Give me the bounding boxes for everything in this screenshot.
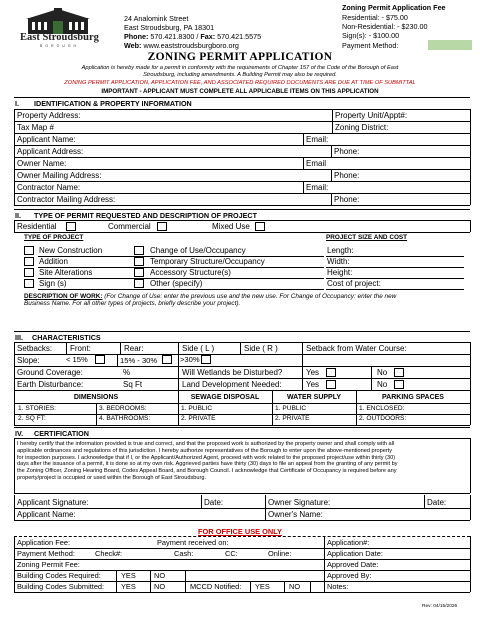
ground-coverage-label: Ground Coverage: <box>17 368 83 377</box>
application-number-label: Application#: <box>327 538 370 547</box>
tax-map-label: Tax Map # <box>17 123 54 132</box>
width-label: Width: <box>327 257 350 266</box>
owner-date-label: Date: <box>427 498 447 507</box>
bedrooms-label: 3. BEDROOMS: <box>99 405 147 412</box>
residential-label: Residential <box>17 222 57 231</box>
owner-phone-label: Phone: <box>334 171 360 180</box>
owner-signature-label: Owner Signature: <box>268 498 331 507</box>
wetlands-no-checkbox[interactable] <box>394 368 404 377</box>
wetlands-yes-label: Yes <box>306 368 320 377</box>
contractor-phone-label: Phone: <box>334 195 360 204</box>
addition-checkbox[interactable] <box>24 257 34 266</box>
parking-outdoors-label: 2. OUTDOORS: <box>359 415 407 422</box>
slope-15-30-checkbox[interactable] <box>162 355 172 364</box>
project-size-header: PROJECT SIZE AND COST <box>326 234 408 241</box>
contractor-mailing-label: Contractor Mailing Address: <box>17 195 116 204</box>
section-4-num: IV. <box>15 429 24 438</box>
land-dev-yes-checkbox[interactable] <box>326 380 336 389</box>
new-construction-label: New Construction <box>39 246 103 255</box>
section-1-num: I. <box>15 99 19 108</box>
slope-option-1: < 15% <box>66 355 88 364</box>
stories-label: 1. STORIES: <box>18 405 56 412</box>
fee-box <box>340 2 474 50</box>
section-2-title: TYPE OF PERMIT REQUESTED AND DESCRIPTION OF PROJECT <box>34 211 257 220</box>
temp-structure-label: Temporary Structure/Occupancy <box>150 257 265 266</box>
owner-name-label: Owner Name: <box>17 159 67 168</box>
bc-submitted-no[interactable]: NO <box>154 582 166 591</box>
new-construction-checkbox[interactable] <box>24 246 34 255</box>
fee-title: Zoning Permit Application Fee <box>342 3 446 12</box>
water-setback-label: Setback from Water Course: <box>306 344 407 353</box>
land-dev-label: Land Development Needed: <box>182 380 282 389</box>
slope-label: Slope: <box>17 356 40 365</box>
logo-subtext: BOROUGH <box>40 44 80 48</box>
slope-over-30-checkbox[interactable] <box>201 355 211 364</box>
description-of-work-field[interactable] <box>24 309 464 329</box>
parking-header: PARKING SPACES <box>382 394 444 401</box>
section-4-title: CERTIFICATION <box>34 429 89 438</box>
slope-option-2: 15% - 30% <box>120 356 158 365</box>
parking-enclosed-label: 1. ENCLOSED: <box>359 405 405 412</box>
applicant-address-label: Applicant Address: <box>17 147 84 156</box>
description-of-work: DESCRIPTION OF WORK: (For Change of Use: enter the previous use and the new use. For Change of Occupancy: enter the new <box>24 293 397 300</box>
address-line-1: 24 Analomink Street <box>124 14 189 23</box>
payment-received-label: Payment received on: <box>157 538 229 547</box>
fee-payment-method: Payment Method: <box>342 41 399 50</box>
logo-text: East Stroudsburg <box>20 32 99 43</box>
applicant-signature-label: Applicant Signature: <box>17 498 89 507</box>
notes-label: Notes: <box>327 582 349 591</box>
zoning-district-label: Zoning District: <box>335 123 389 132</box>
section-1-title: IDENTIFICATION & PROPERTY INFORMATION <box>34 99 192 108</box>
building-codes-required-label: Building Codes Required: <box>17 571 101 580</box>
application-fee-label: Application Fee: <box>17 538 70 547</box>
sewage-public-label: 1. PUBLIC <box>181 405 213 412</box>
slope-option-3: >30% <box>180 355 200 364</box>
fee-signs: Sign(s): - $100.00 <box>342 31 400 40</box>
form-title: ZONING PERMIT APPLICATION <box>147 51 333 63</box>
phone-fax-line: Phone: 570.421.8300 / Fax: 570.421.5575 <box>124 32 262 41</box>
mccd-yes[interactable]: YES <box>255 582 270 591</box>
important-notice: IMPORTANT - APPLICANT MUST COMPLETE ALL APPLICABLE ITEMS ON THIS APPLICATION <box>101 88 379 95</box>
mixed-use-label: Mixed Use <box>212 222 250 231</box>
length-label: Length: <box>327 246 354 255</box>
bc-submitted-yes[interactable]: YES <box>121 582 136 591</box>
change-use-checkbox[interactable] <box>134 246 144 255</box>
type-of-project-header: TYPE OF PROJECT <box>24 234 84 241</box>
zoning-permit-fee-label: Zoning Permit Fee: <box>17 560 80 569</box>
contractor-email-label: Email: <box>306 183 329 192</box>
mccd-no[interactable]: NO <box>289 582 301 591</box>
section-3-title: CHARACTERISTICS <box>32 333 101 342</box>
bc-required-yes[interactable]: YES <box>121 571 136 580</box>
property-unit-label: Property Unit/Appt#: <box>335 111 408 120</box>
applicant-date-label: Date: <box>204 498 224 507</box>
section-3-num: III. <box>15 333 23 342</box>
dimensions-header: DIMENSIONS <box>73 394 119 401</box>
side-l-label: Side ( L ) <box>182 344 215 353</box>
building-codes-submitted-label: Building Codes Submitted: <box>17 582 105 591</box>
sqft-label: Sq Ft <box>123 380 143 389</box>
addition-label: Addition <box>39 257 68 266</box>
owner-mailing-label: Owner Mailing Address: <box>17 171 102 180</box>
applicant-email-label: Email: <box>306 135 329 144</box>
slope-under-15-checkbox[interactable] <box>95 355 105 364</box>
site-alterations-checkbox[interactable] <box>24 268 34 277</box>
other-checkbox[interactable] <box>134 279 144 288</box>
front-label: Front: <box>70 344 91 353</box>
rear-label: Rear: <box>124 344 144 353</box>
change-use-label: Change of Use/Occupancy <box>150 246 246 255</box>
accessory-label: Accessory Structure(s) <box>150 268 231 277</box>
sqft-dim-label: 2. SQ FT: <box>18 415 46 422</box>
wetlands-yes-checkbox[interactable] <box>326 368 336 377</box>
fee-non-residential: Non-Residential: - $230.00 <box>342 22 428 31</box>
water-public-label: 1. PUBLIC <box>275 405 307 412</box>
wetlands-label: Will Wetlands be Disturbed? <box>182 368 283 377</box>
approved-date-label: Approved Date: <box>327 560 379 569</box>
commercial-label: Commercial <box>108 222 151 231</box>
height-label: Height: <box>327 268 353 277</box>
certification-text: I hereby certify that the information provided is true and correct, and that the proposed work is authorized by the property owner and shall comply with all applicable ordinances and regulations of this jurisdiction. I hereby authorize representatives of the Borough to enter upon the above-mentioned property for inspection purposes. I acknowledge that if I, or the Applicant/Authorized Agent, proceed with work related to the proposed project/use within thirty (30) days after the issuance of a permit, it is done so at my own risk. Aggrieved parties have thirty (30) days to file an appeal from the granting of any permit by the Zoning Officer, Zoning Hearing Board, Codes Appeal Board, and Borough Council. I acknowledge that Certificate of Occupancy is required before any property/project is occupied or used within the Borough of East Stroudsburg. <box>17 441 398 482</box>
payment-method-label: Payment Method: <box>17 549 75 558</box>
owner-email-label: Email <box>306 159 327 168</box>
check-number-label: Check#: <box>95 549 123 558</box>
land-dev-yes-label: Yes <box>306 380 320 389</box>
intro-text-1: Application is hereby made for a permit in conformity with the requirements of Chapter 157 of the Code of the Borough of East <box>81 65 399 71</box>
fee-residential: Residential: - $75.00 <box>342 13 408 22</box>
office-use-title: FOR OFFICE USE ONLY <box>198 527 282 536</box>
water-private-label: 2. PRIVATE <box>275 415 310 422</box>
bc-required-no[interactable]: NO <box>154 571 166 580</box>
approved-by-label: Approved By: <box>327 571 372 580</box>
section-4-applicant-name-label: Applicant Name: <box>17 510 76 519</box>
accessory-checkbox[interactable] <box>134 268 144 277</box>
property-address-label: Property Address: <box>17 111 81 120</box>
percent-label: % <box>123 368 131 377</box>
web-line: Web: www.eaststroudsburgboro.org <box>124 41 239 50</box>
cost-label: Cost of project: <box>327 279 381 288</box>
online-label: Online: <box>268 549 292 558</box>
cc-label: CC: <box>225 549 238 558</box>
bathrooms-label: 4. BATHROOMS: <box>99 415 151 422</box>
earth-disturbance-label: Earth Disturbance: <box>17 380 84 389</box>
application-date-label: Application Date: <box>327 549 383 558</box>
cash-label: Cash: <box>174 549 194 558</box>
site-alterations-label: Site Alterations <box>39 268 93 277</box>
sewage-private-label: 2. PRIVATE <box>181 415 216 422</box>
water-header: WATER SUPPLY <box>286 394 342 401</box>
land-dev-no-label: No <box>377 380 388 389</box>
applicant-name-label: Applicant Name: <box>17 135 76 144</box>
revision-date: Rev: 04/15/2026 <box>422 604 458 609</box>
wetlands-no-label: No <box>377 368 388 377</box>
commercial-checkbox[interactable] <box>157 222 167 231</box>
address-line-2: East Stroudsburg, PA 18301 <box>124 23 215 32</box>
payment-method-field[interactable] <box>428 40 472 50</box>
logo <box>20 8 110 48</box>
section-4-owner-name-label: Owner's Name: <box>268 510 323 519</box>
side-r-label: Side ( R ) <box>244 344 278 353</box>
section-2-num: II. <box>15 211 21 220</box>
signs-label: Sign (s) <box>39 279 67 288</box>
temp-structure-checkbox[interactable] <box>134 257 144 266</box>
intro-text-2: Stroudsburg, including amendments. A Building Permit may also be required. <box>143 72 337 78</box>
mccd-notified-label: MCCD Notified: <box>190 582 242 591</box>
applicant-phone-label: Phone: <box>334 147 360 156</box>
residential-checkbox[interactable] <box>66 222 76 231</box>
sewage-header: SEWAGE DISPOSAL <box>190 394 260 401</box>
other-label: Other (specify) <box>150 279 203 288</box>
mixed-use-checkbox[interactable] <box>255 222 265 231</box>
setbacks-label: Setbacks: <box>17 344 53 353</box>
description-note-2: Business Name. For all other types of projects, briefly describe your project). <box>24 300 241 307</box>
submittal-notice: ZONING PERMIT APPLICATION, APPLICATION FEE, AND ASSOCIATED REQUIRED DOCUMENTS ARE DUE AT TIME OF SUBMITTAL <box>64 80 416 86</box>
contractor-name-label: Contractor Name: <box>17 183 81 192</box>
signs-checkbox[interactable] <box>24 279 34 288</box>
land-dev-no-checkbox[interactable] <box>394 380 404 389</box>
